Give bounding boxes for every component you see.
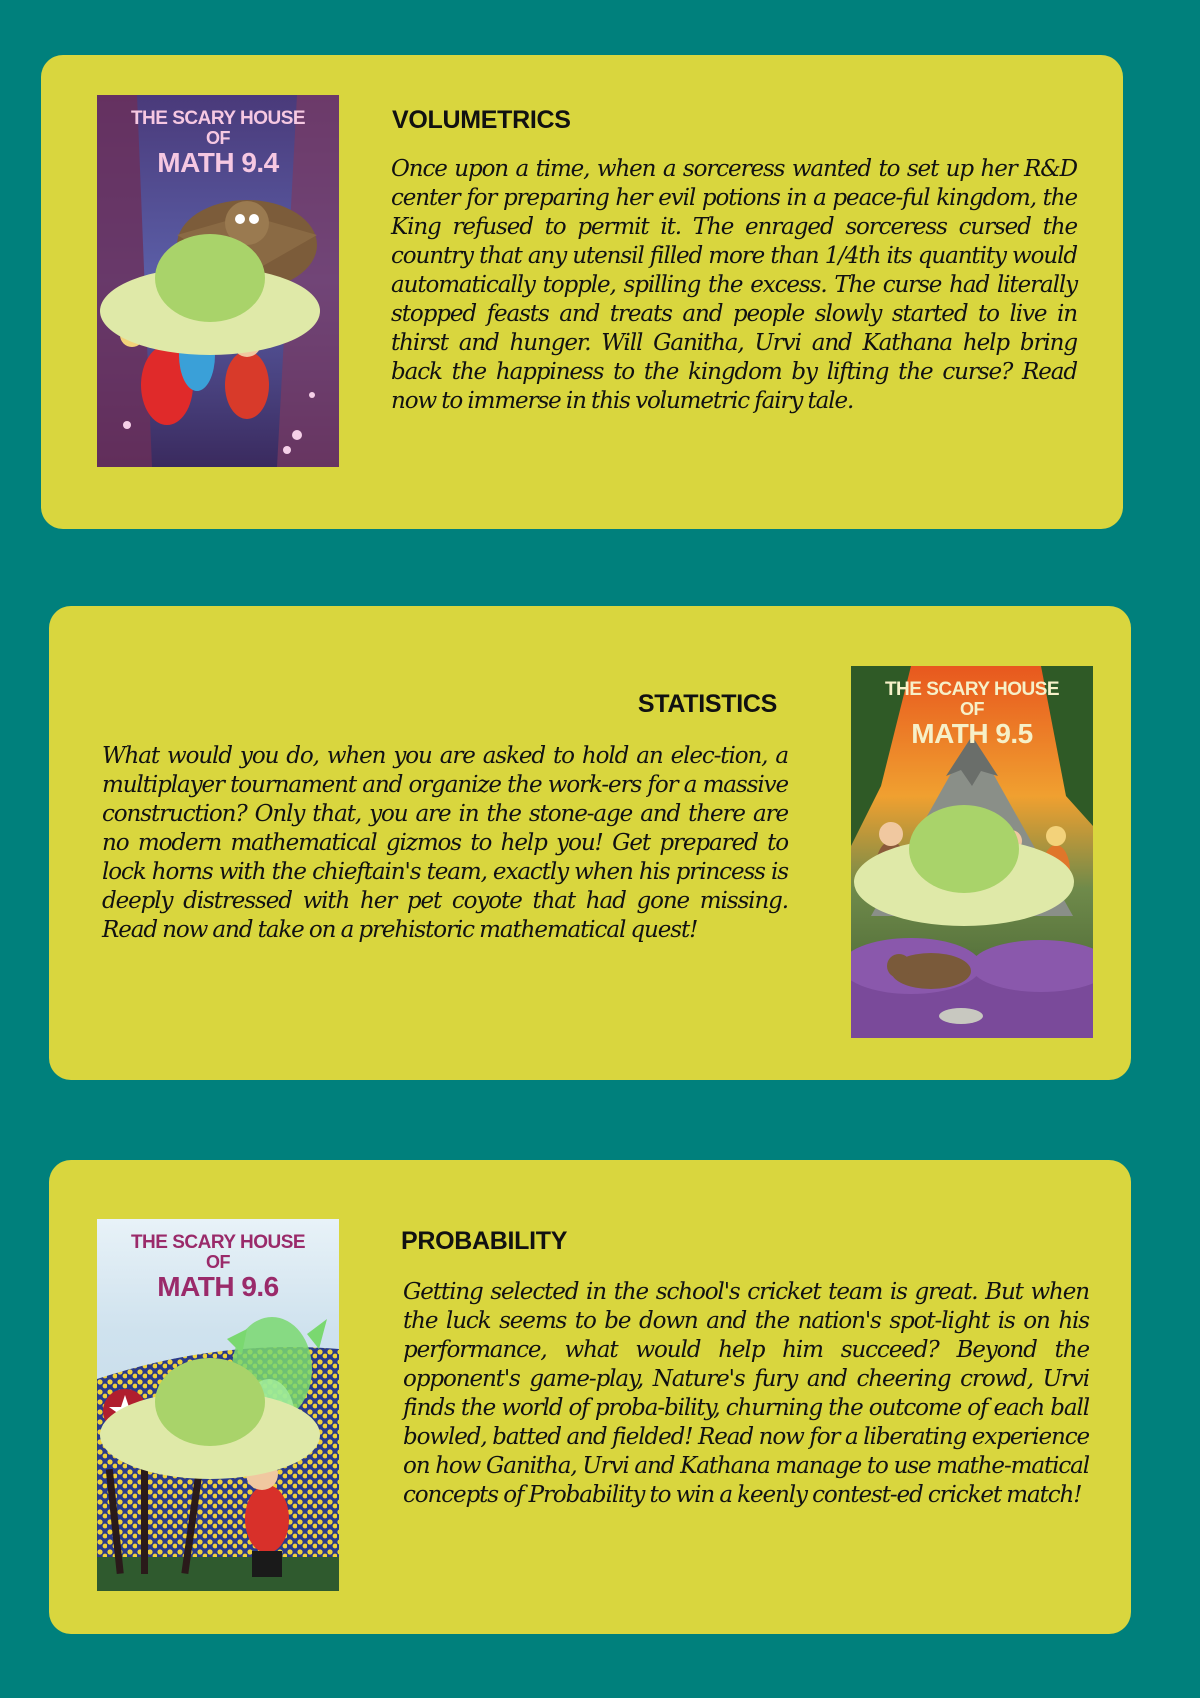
cover-title-line2: OF: [206, 127, 230, 148]
cover-title-line2: OF: [960, 698, 984, 719]
cover-title-line1: THE SCARY HOUSE: [130, 1232, 306, 1253]
cover-title-line3: MATH 9.5: [911, 717, 1033, 749]
book-cover-math-9-5[interactable]: [851, 666, 1093, 1038]
book-cover-math-9-4[interactable]: [97, 95, 339, 467]
ufo-icon: [97, 1227, 331, 1591]
book-heading: PROBABILITY: [401, 1227, 568, 1255]
cover-title-line3: MATH 9.6: [157, 1270, 279, 1302]
cover-title-line1: THE SCARY HOUSE: [884, 679, 1060, 700]
cover-title-line2: OF: [206, 1251, 230, 1272]
book-card-volumetrics: [41, 55, 1123, 529]
book-heading: STATISTICS: [637, 690, 777, 718]
ufo-icon: [851, 674, 1085, 1038]
cover-title-line1: THE SCARY HOUSE: [130, 108, 306, 129]
book-card-statistics: [49, 606, 1131, 1080]
book-description: What would you do, when you are asked to hold an elec-tion, a multiplayer tournament and organize the work-ers for a massive construction? Only that, you are in the stone-age and there are no modern mathematical gizmos to help you! Get prepared to lock horns with the chieftain's team, exactly when his princess is deeply distressed with her pet coyote that had gone missing. Read now and take on a prehistoric mathematical quest!: [102, 743, 788, 943]
book-cover-math-9-6[interactable]: [97, 1219, 339, 1591]
book-description: Getting selected in the school's cricket team is great. But when the luck seems to be down and the nation's spot-light is on his performance, what would help him succeed? Beyond the opponent's game-play, Nature's fury and cheering crowd, Urvi finds the world of proba-bility, churning the outcome of each ball bowled, batted and fielded! Read now for a liberating experience on how Ganitha, Urvi and Kathana manage to use mathe-matical concepts of Probability to win a keenly contest-ed cricket match!: [403, 1279, 1089, 1508]
cover-title-line3: MATH 9.4: [157, 146, 279, 178]
ufo-icon: [97, 103, 331, 467]
book-description: Once upon a time, when a sorceress wanted to set up her R&D center for preparing her evil potions in a peace-ful kingdom, the King refused to permit it. The enraged sorceress cursed the country that any utensil filled more than 1/4th its quantity would automatically topple, spilling the excess. The curse had literally stopped feasts and treats and people slowly started to live in thirst and hunger. Will Ganitha, Urvi and Kathana help bring back the happiness to the kingdom by lifting the curse? Read now to immerse in this volumetric fairy tale.: [391, 156, 1077, 414]
book-card-probability: [49, 1160, 1131, 1634]
book-heading: VOLUMETRICS: [392, 106, 571, 134]
